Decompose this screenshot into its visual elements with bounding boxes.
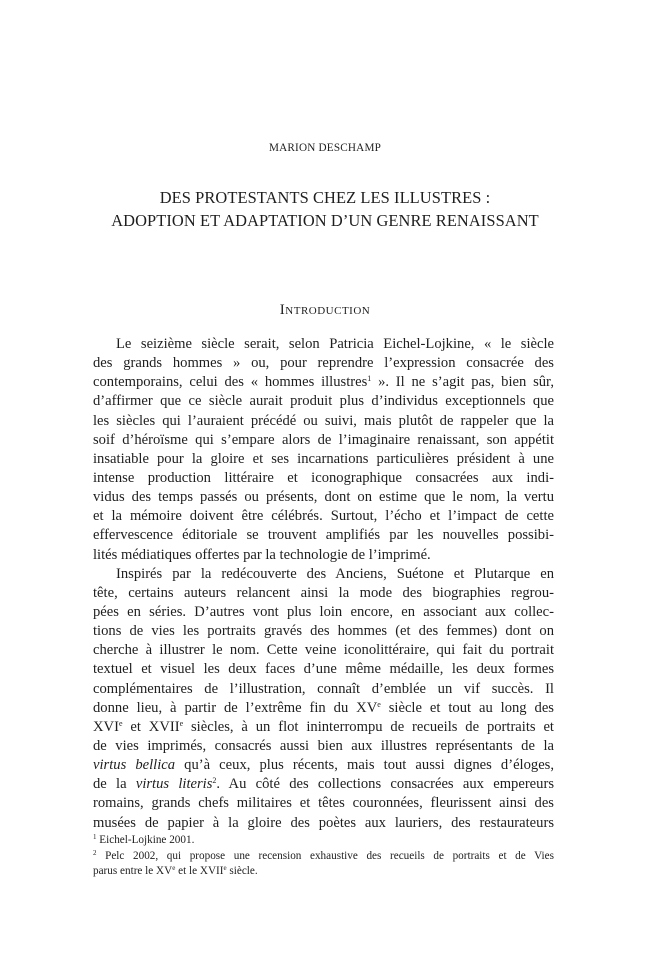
footnote-2-continued: parus entre le XVe et le XVIIe siècle. [93, 864, 258, 877]
text-line: effervescence éditoriale se trouvent amplifiés par les nouvelles possibi- [93, 527, 554, 544]
text-line: intense production littéraire et iconographique consacrées aux indi- [93, 469, 554, 486]
text-line: les siècles qui l’auraient précédé ou suivi, mais plutôt de rappeler que la [93, 412, 554, 429]
superscript: e [118, 718, 123, 728]
text-line: d’affirmer que ce siècle aurait produit plus d’individus exceptionnels que [93, 393, 554, 410]
text-line: soif d’héroïsme qui s’empare alors de l’imaginaire renaissant, son appétit [93, 431, 554, 448]
text-line: pées en séries. D’autres vont plus loin encore, en associant aux collec- [93, 603, 554, 620]
text-line: Inspirés par la redécouverte des Anciens, Suétone et Plutarque en [116, 565, 554, 582]
footnote-1: $^1$ Eichel-Lojkine 2001. [93, 833, 195, 846]
text-line: virtus bellica qu’à ceux, plus récents, mais tout aussi dignes d’éloges, [93, 757, 555, 774]
text-line: des grands hommes » ou, pour reprendre l’expression consacrée des [93, 355, 554, 372]
footnote-ref: 2 [212, 776, 217, 786]
section-heading: Introduction [279, 302, 371, 318]
text-line: et la mémoire doivent être célébrés. Surtout, l’écho et l’impact de cette [93, 508, 554, 525]
text-line: tête, certains auteurs relancent ainsi la mode des biographies regrou- [93, 584, 554, 601]
text-line: textuel et visuel les deux faces d’une même médaille, les deux formes [93, 661, 554, 678]
superscript: e [179, 718, 184, 728]
title-line: ADOPTION ET ADAPTATION D’UN GENRE RENAISSANT [111, 211, 539, 230]
footnote-ref: 1 [367, 374, 372, 384]
text-line: complémentaires de l’illustration, connaît d’emblée un vif succès. Il [93, 680, 554, 697]
latin-term: virtus bellica [93, 757, 176, 774]
text-line: de la virtus literis$^2$. Au côté des collections consacrées aux empereurs [93, 776, 554, 793]
superscript: e [377, 699, 381, 709]
text-line: vidus des temps passés ou présents, dont on estime que le nom, la vertu [93, 489, 554, 506]
text-line: tions de vies les portraits gravés des hommes (et des femmes) dont on [93, 623, 554, 640]
text-line: XVIe et XVIIe siècles, à un flot ininterrompu de recueils de portraits et [93, 718, 554, 735]
text-line: donne lieu, à partir de l’extrême fin du XVe siècle et tout au long des [93, 699, 554, 716]
text-line: romains, grands chefs militaires et têtes couronnées, fleurissent ainsi des [93, 795, 554, 812]
text-line: contemporains, celui des « hommes illustres$^1$ ». Il ne s’agit pas, bien sûr, [93, 374, 554, 391]
paragraph [93, 335, 554, 565]
footnotes [93, 833, 554, 880]
author-name: MARION DESCHAMP [268, 142, 382, 154]
footnote-2: $^2$ Pelc 2002, qui propose une recension exhaustive des recueils de portraits et de Vies [93, 848, 554, 862]
paragraph [93, 565, 554, 833]
text-line: musées de papier à la gloire des poètes aux lauriers, des restaurateurs [93, 814, 554, 831]
text-line: de vies imprimés, consacrés aussi bien aux illustres représentants de la [93, 737, 554, 754]
title-line: DES PROTESTANTS CHEZ LES ILLUSTRES : [159, 188, 491, 207]
text-line: cherche à illustrer le nom. Cette veine iconolittéraire, qui fait du portrait [93, 642, 554, 659]
text-line: lités médiatiques offertes par la technologie de l’imprimé. [93, 546, 431, 563]
text-line: insatiable pour la gloire et ses incarnations particulières président à une [93, 450, 554, 467]
latin-term: virtus literis [135, 776, 213, 793]
body-text [93, 335, 554, 833]
text-line: Le seizième siècle serait, selon Patricia Eichel-Lojkine, « le siècle [116, 336, 554, 352]
article-title [0, 186, 650, 232]
